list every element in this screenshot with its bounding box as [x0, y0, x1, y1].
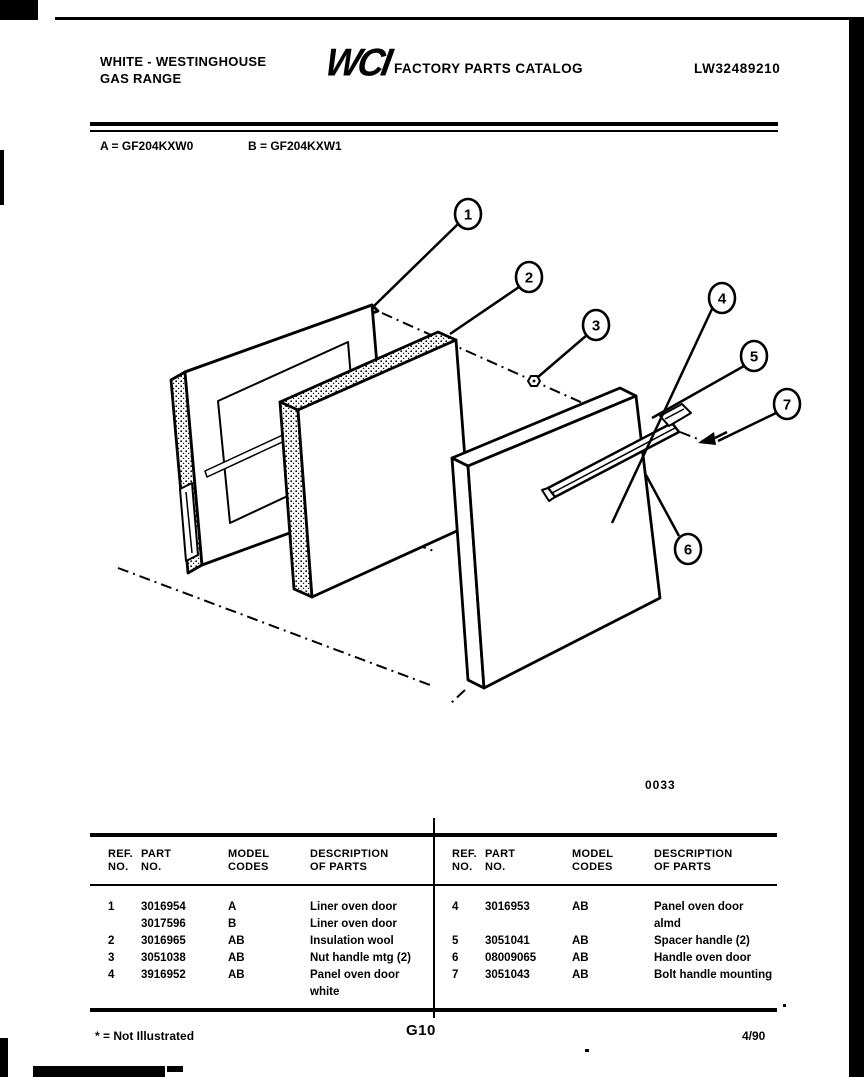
scan-artifact: [849, 17, 864, 1077]
scan-artifact: [0, 0, 38, 20]
svg-text:3: 3: [591, 317, 601, 335]
table-row: 5 3051041 AB Spacer handle (2): [452, 935, 750, 947]
date-code: 4/90: [742, 1029, 766, 1043]
svg-text:7: 7: [782, 396, 792, 414]
callout-5: [741, 341, 767, 371]
model-code-b: B = GF204KXW1: [248, 139, 342, 153]
model-code-a: A = GF204KXW0: [100, 139, 194, 153]
callout-3: [583, 310, 609, 340]
table-row: 1 3016954 A Liner oven door: [108, 901, 397, 913]
exploded-view-diagram: [60, 185, 820, 705]
table-header: REF. NO. PART NO. MODEL CODES DESCRIPTION OF PARTS: [434, 837, 777, 886]
svg-text:4: 4: [717, 290, 727, 308]
scan-artifact: [585, 1049, 589, 1052]
handle-spacer: [660, 404, 691, 426]
table-center-divider: [433, 818, 435, 1018]
scan-artifact: [0, 1038, 8, 1077]
callout-7: [774, 389, 800, 419]
svg-text:1: 1: [463, 206, 473, 224]
scan-artifact: [167, 1066, 183, 1072]
brand-line2: GAS RANGE: [100, 71, 182, 86]
parts-table-left: [90, 837, 433, 1008]
table-row: 6 08009065 AB Handle oven door: [452, 952, 752, 964]
table-row: 7 3051043 AB Bolt handle mounting: [452, 969, 773, 981]
table-row: 3017596 B Liner oven door: [141, 918, 397, 930]
brand-line1: WHITE - WESTINGHOUSE: [100, 54, 267, 69]
table-row: 4 3916952 AB Panel oven door white: [108, 969, 400, 998]
svg-text:2: 2: [524, 269, 534, 287]
publication-number: LW32489210: [694, 61, 781, 76]
scan-artifact: [33, 1066, 165, 1077]
diagram-page-code: 0033: [645, 778, 676, 792]
table-header: REF. NO. PART NO. MODEL CODES DESCRIPTION OF PARTS: [90, 837, 433, 886]
oven-door-panel: [452, 388, 660, 688]
footnote: * = Not Illustrated: [95, 1029, 195, 1043]
handle-nut: [528, 376, 540, 386]
brand-title: [100, 53, 266, 87]
callout-6: [675, 534, 701, 564]
header-rule: [90, 122, 778, 132]
svg-text:6: 6: [683, 541, 693, 559]
callout-1: [455, 199, 481, 229]
table-row: 4 3016953 AB Panel oven door almd: [452, 901, 744, 930]
parts-table-right: [434, 837, 777, 1008]
wci-logo: WCI: [322, 40, 393, 84]
callout-4: [709, 283, 735, 313]
table-row: 2 3016965 AB Insulation wool: [108, 935, 394, 947]
scan-artifact: [0, 150, 4, 205]
scan-artifact: [55, 17, 864, 20]
table-row: 3 3051038 AB Nut handle mtg (2): [108, 952, 411, 964]
catalog-title: FACTORY PARTS CATALOG: [394, 61, 583, 76]
callout-2: [516, 262, 542, 292]
page-number: G10: [406, 1022, 436, 1039]
scan-artifact: [783, 1004, 786, 1007]
svg-text:5: 5: [749, 348, 759, 366]
